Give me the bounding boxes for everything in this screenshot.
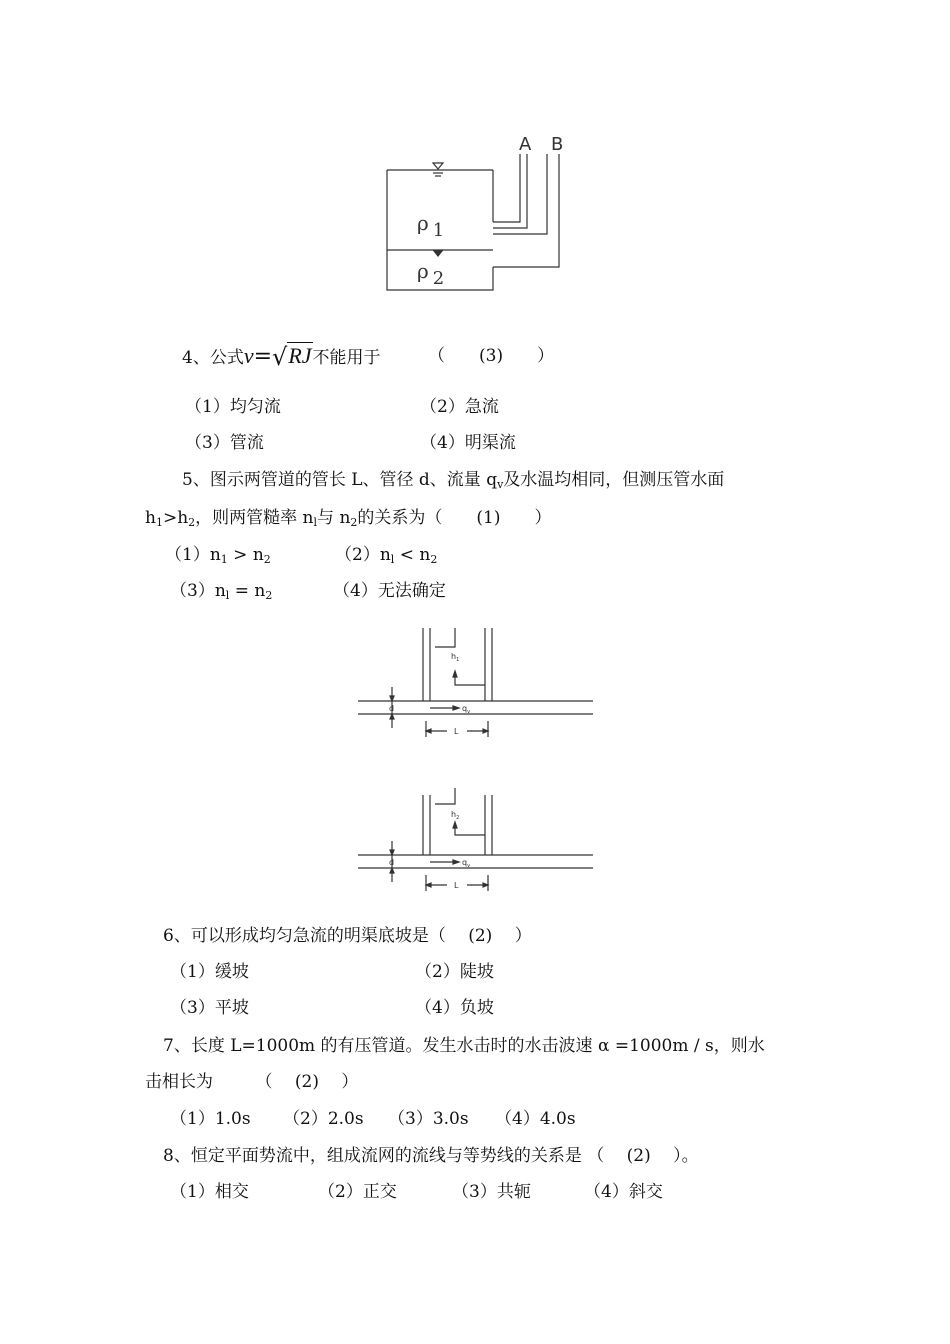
q7-option-2: （2）2.0s [283, 1109, 364, 1129]
q4-option-3: （3）管流 [185, 433, 264, 453]
q4-option-2: （2）急流 [420, 397, 499, 417]
tank-figure [375, 130, 575, 295]
tube-b-label: B [551, 134, 564, 155]
bottom-h-label: $h_2$ [451, 810, 460, 821]
q6-option-3: （3）平坡 [170, 998, 249, 1018]
bottom-l-label: L [454, 881, 459, 890]
top-d-label: d [389, 704, 395, 713]
q8-option-3: （3）共轭 [452, 1182, 531, 1202]
question-7-line-1: 7、长度 L=1000m 的有压管道。发生水击时的水击波速 α =1000m / s，则水 [163, 1036, 765, 1056]
rho2-label: ρ 2 [417, 259, 445, 289]
q7-option-4: （4）4.0s [495, 1109, 576, 1129]
question-4-stem: 4、公式v=√RJ不能用于 [182, 343, 381, 371]
q6-option-2: （2）陡坡 [415, 962, 494, 982]
tube-a-label: A [519, 134, 532, 155]
pipe-figure [355, 625, 600, 895]
question-8-stem: 8、恒定平面势流中，组成流网的流线与等势线的关系是 （ (2) ）。 [163, 1146, 699, 1166]
q6-option-4: （4）负坡 [415, 998, 494, 1018]
q8-option-1: （1）相交 [170, 1182, 249, 1202]
top-q-label: $q_v$ [462, 704, 471, 715]
q6-option-1: （1）缓坡 [170, 962, 249, 982]
question-5-line-1: 5、图示两管道的管长 L、管径 d、流量 $q_v$及水温均相同，但测压管水面 [182, 470, 725, 491]
q7-option-3: （3）3.0s [388, 1109, 469, 1129]
question-4-answer: （ (3) ） [428, 346, 555, 366]
top-h-label: $h_1$ [451, 652, 460, 663]
rho1-label: ρ 1 [417, 211, 445, 241]
q5-option-2: $(2)n_l < n_2$ [335, 545, 438, 566]
formula: v=√RJ [243, 343, 312, 371]
q5-option-1: $(1)n_1 > n_2$ [165, 545, 271, 566]
bottom-q-label: $q_v$ [462, 858, 471, 869]
q5-option-3: $(3)n_l = n_2$ [170, 581, 273, 602]
question-7-line-2: 击相长为 （ (2) ） [145, 1072, 359, 1092]
q8-option-4: （4）斜交 [584, 1182, 663, 1202]
question-6-stem: 6、可以形成均匀急流的明渠底坡是（ (2) ） [163, 926, 532, 946]
q4-option-1: （1）均匀流 [185, 397, 281, 417]
q4-option-4: （4）明渠流 [420, 433, 516, 453]
question-5-line-2: $h_1>h_2$，则两管糙率 $n_l$与 $n_2$的关系为（ (1) ） [145, 508, 552, 529]
top-l-label: L [454, 727, 459, 736]
q8-option-2: （2）正交 [318, 1182, 397, 1202]
bottom-d-label: d [389, 858, 395, 867]
q5-option-4: （4）无法确定 [333, 581, 446, 601]
q7-option-1: （1）1.0s [170, 1109, 251, 1129]
